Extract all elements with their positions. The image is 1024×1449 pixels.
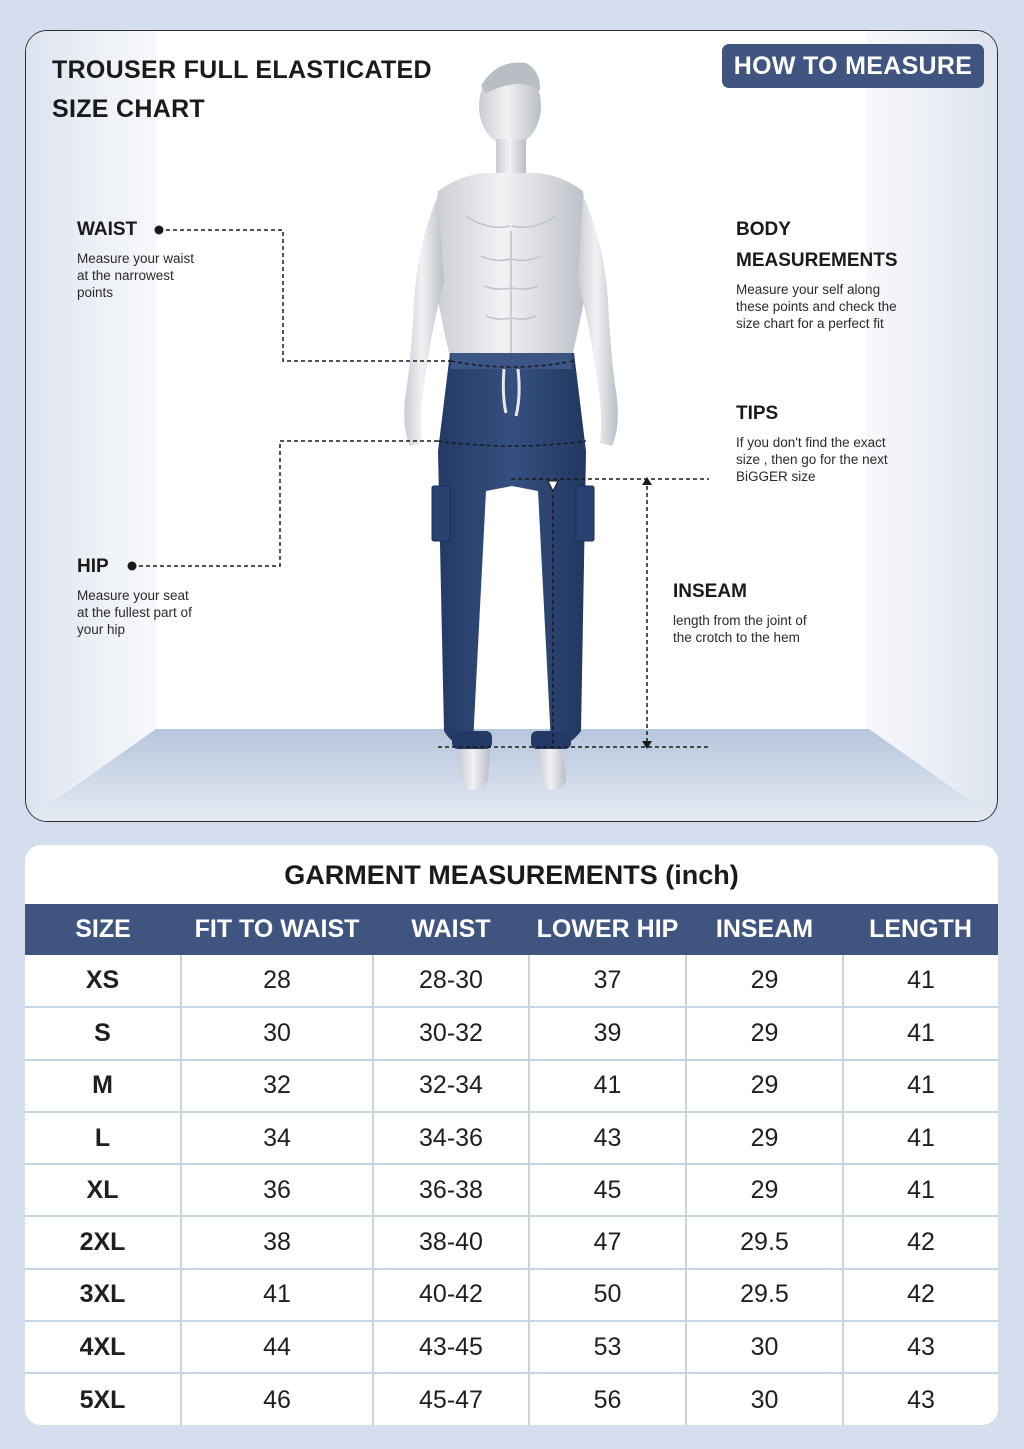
hip-text-line: at the fullest part of [77, 605, 192, 620]
column-header: LOWER HIP [529, 904, 686, 955]
body-heading-line: MEASUREMENTS [736, 250, 898, 271]
size-cell: XL [25, 1164, 181, 1216]
table-cell: 41 [843, 1060, 998, 1112]
hip-text-line: Measure your seat [77, 588, 189, 603]
table-cell: 45-47 [373, 1373, 529, 1425]
tips-text-line: size , then go for the next [736, 452, 888, 467]
table-cell: 43 [907, 1385, 935, 1414]
inseam-text-line: length from the joint of [673, 613, 807, 628]
table-title: GARMENT MEASUREMENTS (inch) [284, 859, 739, 890]
size-cell: 3XL [25, 1269, 181, 1321]
table-row [25, 1216, 998, 1268]
table-cell: 29 [686, 1164, 843, 1216]
table-row [25, 1269, 998, 1321]
how-to-measure-panel [25, 30, 998, 822]
table-row [25, 1164, 998, 1216]
table-cell: 30-32 [373, 1007, 529, 1059]
table-cell: 28-30 [373, 955, 529, 1007]
waist-marker-dot [155, 226, 164, 235]
table-row [25, 1007, 998, 1059]
body-measurements-description [736, 281, 897, 332]
size-cell: S [25, 1007, 181, 1059]
body-text-line: size chart for a perfect fit [736, 316, 884, 331]
mannequin-right-arm [578, 196, 618, 446]
table-cell: 43-45 [373, 1321, 529, 1373]
title-line-1: TROUSER FULL ELASTICATED [52, 56, 432, 84]
size-cell: XS [25, 955, 181, 1007]
table-cell: 47 [529, 1216, 686, 1268]
table-cell: 34 [181, 1112, 373, 1164]
how-to-measure-button[interactable]: HOW TO MEASURE [722, 44, 984, 88]
table-cell: 38 [181, 1216, 373, 1268]
hip-connector-line [132, 441, 438, 566]
table-cell: 46 [181, 1373, 373, 1425]
table-cell: 41 [843, 1112, 998, 1164]
table-cell: 42 [843, 1269, 998, 1321]
title-line-2: SIZE CHART [52, 95, 205, 123]
table-cell: 39 [529, 1007, 686, 1059]
table-cell: 29 [686, 1007, 843, 1059]
hip-marker-dot [128, 562, 137, 571]
size-cell: L [25, 1112, 181, 1164]
table-cell: 50 [529, 1269, 686, 1321]
column-header: INSEAM [686, 904, 843, 955]
table-cell: 53 [529, 1321, 686, 1373]
inseam-heading: INSEAM [673, 581, 747, 602]
body-heading-line: BODY [736, 219, 791, 240]
tips-text-line: If you don't find the exact [736, 435, 886, 450]
table-cell: 43 [529, 1112, 686, 1164]
inseam-text-line: the crotch to the hem [673, 630, 800, 645]
waist-text-line: Measure your waist [77, 251, 195, 266]
table-cell: 40-42 [373, 1269, 529, 1321]
size-cell: 2XL [25, 1216, 181, 1268]
table-row [25, 1060, 998, 1112]
trousers [438, 353, 586, 745]
mannequin-left-arm [404, 196, 444, 446]
table-cell: 29.5 [686, 1269, 843, 1321]
table-cell: 36-38 [373, 1164, 529, 1216]
table-cell: 29 [686, 1112, 843, 1164]
body-text-line: these points and check the [736, 299, 897, 314]
waist-connector-line [159, 230, 451, 361]
table-cell: 29.5 [686, 1216, 843, 1268]
table-cell: 28 [181, 955, 373, 1007]
table-body [25, 955, 998, 1425]
table-row [25, 1321, 998, 1373]
table-cell: 41 [181, 1269, 373, 1321]
size-cell: 4XL [25, 1321, 181, 1373]
table-row [25, 955, 998, 1007]
table-cell: 56 [529, 1373, 686, 1425]
hip-description [77, 587, 192, 638]
table-cell: 29 [686, 1060, 843, 1112]
table-row [25, 1373, 998, 1425]
table-cell: 36 [181, 1164, 373, 1216]
column-header: FIT TO WAIST [181, 904, 373, 955]
tips-heading: TIPS [736, 403, 779, 424]
page-title [52, 51, 432, 129]
table-cell: 41 [843, 1164, 998, 1216]
waist-text-line: at the narrowest [77, 268, 174, 283]
table-cell: 44 [181, 1321, 373, 1373]
column-header: LENGTH [843, 904, 998, 955]
table-cell: 41 [843, 1007, 998, 1059]
hip-heading: HIP [77, 556, 109, 577]
table-row [25, 1112, 998, 1164]
table-cell: 32 [181, 1060, 373, 1112]
waist-description [77, 250, 194, 301]
table-cell: 34-36 [373, 1112, 529, 1164]
table-cell: 41 [843, 955, 998, 1007]
body-measurements-heading [736, 214, 898, 276]
waist-heading: WAIST [77, 219, 138, 240]
table-cell: 30 [686, 1373, 843, 1425]
inseam-description [673, 612, 807, 646]
table-cell: 30 [686, 1321, 843, 1373]
tips-description [736, 434, 888, 485]
table-cell: 41 [529, 1060, 686, 1112]
table-cell: 45 [529, 1164, 686, 1216]
table-cell: 29 [686, 955, 843, 1007]
table-cell: 43 [843, 1321, 998, 1373]
garment-measurements-panel [25, 845, 998, 1425]
table-cell: 38-40 [373, 1216, 529, 1268]
table-cell: 42 [843, 1216, 998, 1268]
size-table [25, 904, 998, 1425]
tips-text-line: BiGGER size [736, 469, 816, 484]
table-cell: 37 [529, 955, 686, 1007]
column-header: SIZE [25, 904, 181, 955]
table-header-row [25, 904, 998, 955]
hip-text-line: your hip [77, 622, 126, 637]
column-header: WAIST [373, 904, 529, 955]
table-cell: 30 [181, 1007, 373, 1059]
size-cell: M [25, 1060, 181, 1112]
table-cell: 32-34 [373, 1060, 529, 1112]
waist-text-line: points [77, 285, 114, 300]
body-text-line: Measure your self along [736, 282, 881, 297]
size-cell: 5XL [25, 1373, 181, 1425]
mannequin-figure [26, 31, 998, 822]
